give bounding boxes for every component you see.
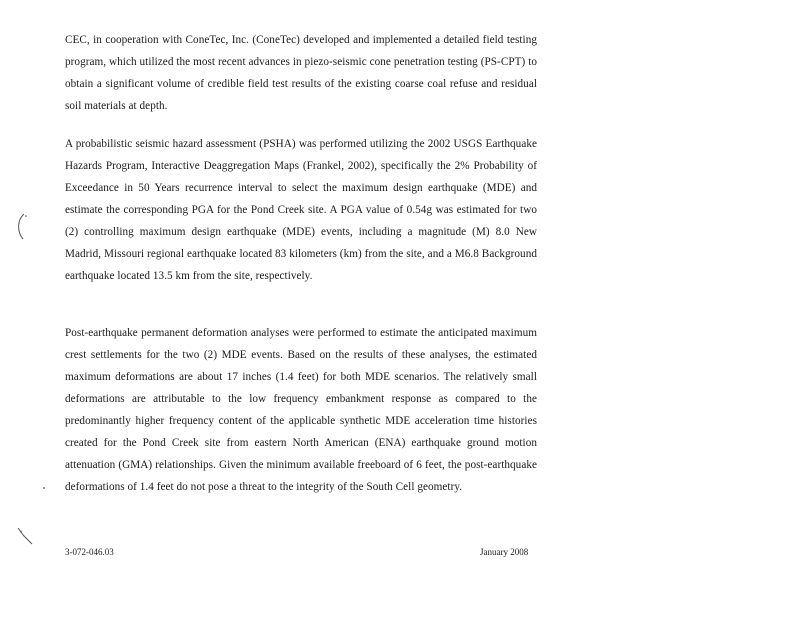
paragraph-field-testing: CEC, in cooperation with ConeTec, Inc. (ConeTec) developed and implemented a detailed field testing program, which utilized the most recent advances in piezo-seismic cone penetration testing (PS-CPT) to obtain a significant volume of credible field test results of the existing coarse coal refuse and residual soil materials at depth. xyxy=(65,34,537,113)
footer-date: January 2008 xyxy=(480,547,529,557)
scan-artifact-dot xyxy=(40,484,48,492)
paragraph-deformation-analysis: Post-earthquake permanent deformation analyses were performed to estimate the anticipated maximum crest settlements for the two (2) MDE events. Based on the results of these analyses, the estimated maximum deformations are about 17 inches (1.4 feet) for both MDE scenarios. The relatively small deformations are attributable to the low frequency embankment response as compared to the predominantly higher frequency content of the applicable synthetic MDE acceleration time histories created for the Pond Creek site from eastern North American (ENA) earthquake ground motion attenuation (GMA) relationships. Given the minimum available freeboard of 6 feet, the post-earthquake deformations of 1.4 feet do not pose a threat to the integrity of the South Cell geometry. xyxy=(65,327,537,494)
footer-doc-number: 3-072-046.03 xyxy=(65,547,114,557)
scan-artifact-stroke xyxy=(16,526,36,548)
scan-artifact-mark xyxy=(14,212,30,242)
paragraph-seismic-hazard: A probabilistic seismic hazard assessment (PSHA) was performed utilizing the 2002 USGS Earthquake Hazards Program, Interactive Deaggregation Maps (Frankel, 2002), specifically the 2% Probability of Exceedance in 50 Years recurrence interval to select the maximum design earthquake (MDE) and estimate the corresponding PGA for the Pond Creek site. A PGA value of 0.54g was estimated for two (2) controlling maximum design earthquake (MDE) events, including a magnitude (M) 8.0 New Madrid, Missouri regional earthquake located 83 kilometers (km) from the site, and a M6.8 Background earthquake located 13.5 km from the site, respectively. xyxy=(65,138,537,283)
